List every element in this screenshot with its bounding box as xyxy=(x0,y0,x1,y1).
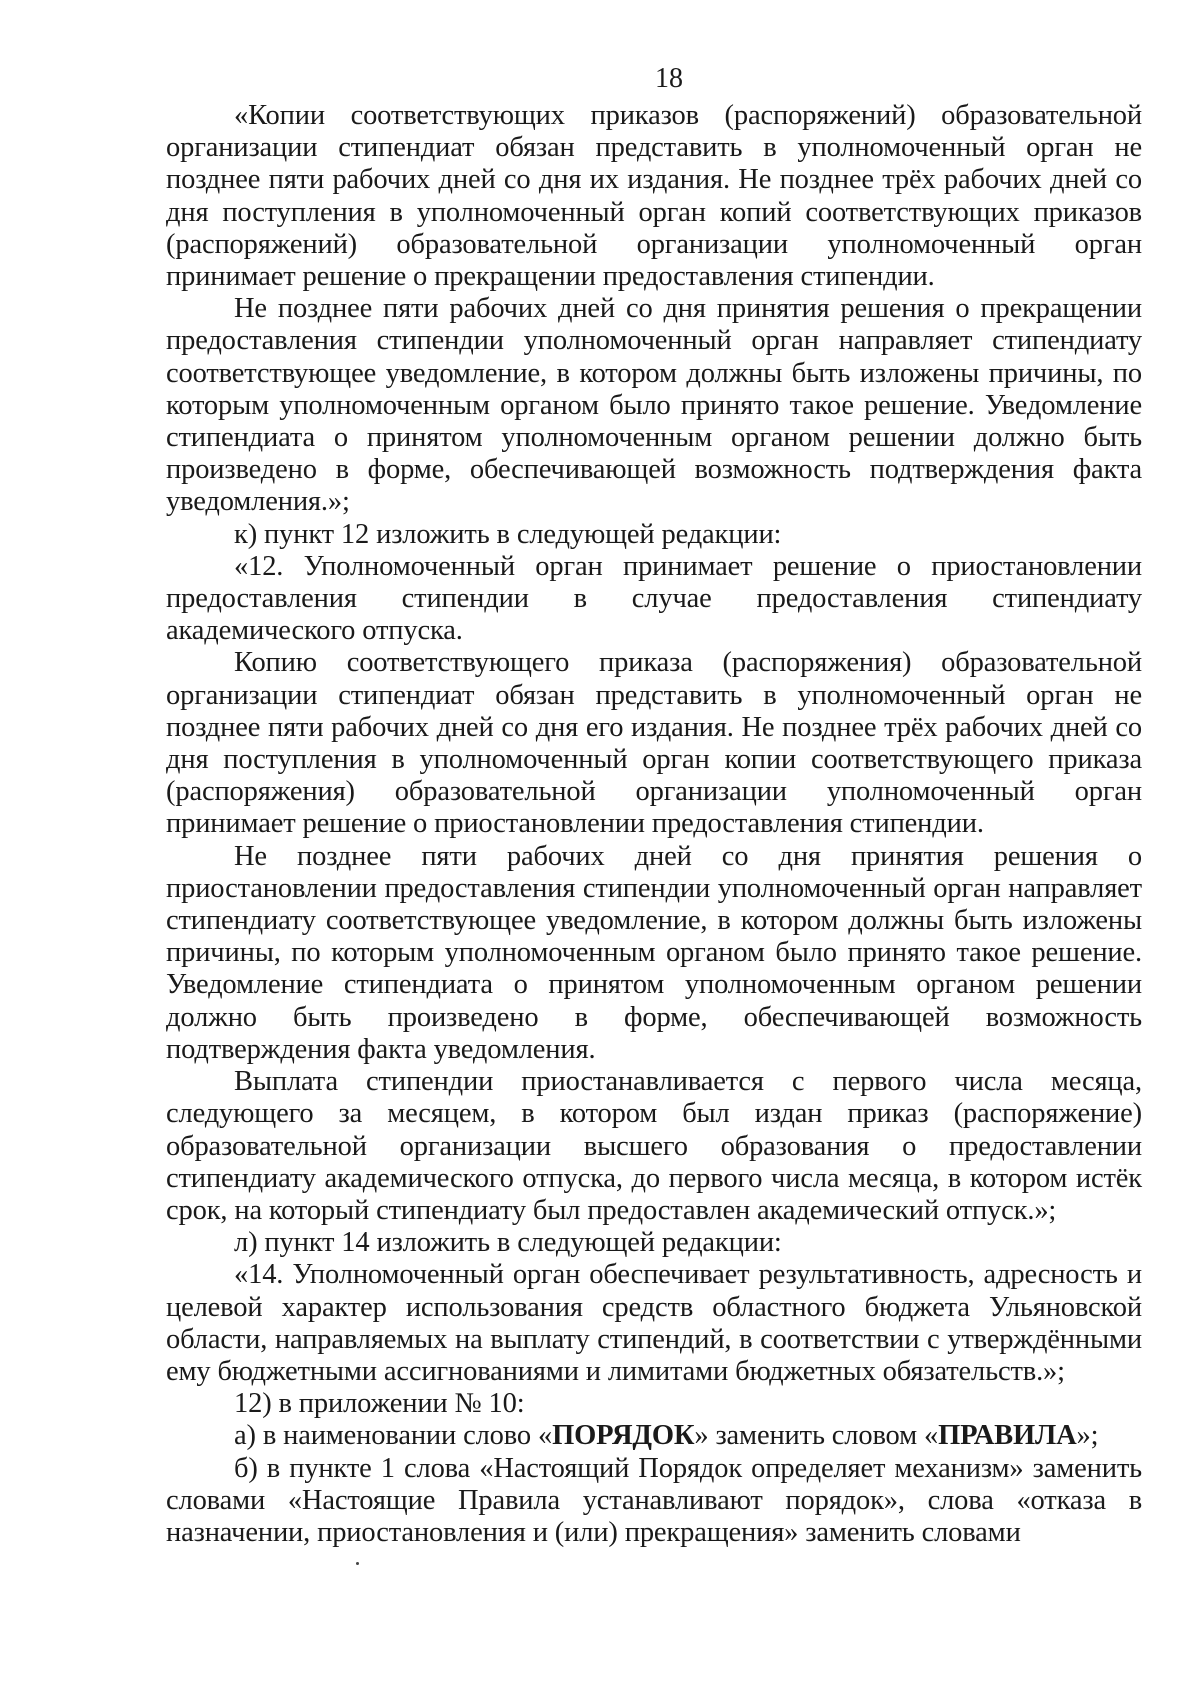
paragraph: Копию соответствующего приказа (распоряжения) образовательной организации стипендиат обязан представить в уполномоченный орган не позднее пяти рабочих дней со дня его издания. Не позднее трёх рабочих дней со дня поступления в уполномоченный орган копии соответствующего приказа (распоряжения) образовательной организации уполномоченный орган принимает решение о приостановлении предоставления стипендии. xyxy=(166,647,1142,840)
bold-word-pravila: ПРАВИЛА xyxy=(938,1420,1077,1452)
para-a-prefix: а) в наименовании слово « xyxy=(234,1420,553,1452)
paragraph: «Копии соответствующих приказов (распоряжений) образовательной организации стипендиат обязан представить в уполномоченный орган не позднее пяти рабочих дней со дня их издания. Не позднее трёх рабочих дней со дня поступления в уполномоченный орган копий соответствующих приказов (распоряжений) образовательной организации уполномоченный орган принимает решение о прекращении предоставления стипендии. xyxy=(166,100,1142,293)
paragraph: «12. Уполномоченный орган принимает решение о приостановлении предоставления стипендии в случае предоставления стипендиату академического отпуска. xyxy=(166,550,1142,647)
paragraph: л) пункт 14 изложить в следующей редакции: xyxy=(234,1227,782,1259)
document-body xyxy=(166,100,1142,1549)
paragraph: «14. Уполномоченный орган обеспечивает результативность, адресность и целевой характер использования средств областного бюджета Ульяновской области, направляемых на выплату стипендий, в соответствии с утверждёнными ему бюджетными ассигнованиями и лимитами бюджетных обязательств.»; xyxy=(166,1259,1142,1387)
paragraph-b: б) в пункте 1 слова «Настоящий Порядок определяет механизм» заменить словами «Настоящие Правила устанавливают порядок», слова «отказа в назначении, приостановления и (или) прекращения» заменить словами xyxy=(166,1452,1142,1548)
paragraph: к) пункт 12 изложить в следующей редакции: xyxy=(234,518,782,550)
paragraph: Не позднее пяти рабочих дней со дня принятия решения о приостановлении предоставления стипендии уполномоченный орган направляет стипендиату соответствующее уведомление, в котором должны быть изложены причины, по которым уполномоченным органом было принято такое решение. Уведомление стипендиата о принятом уполномоченным органом решении должно быть произведено в форме, обеспечивающей возможность подтверждения факта уведомления. xyxy=(166,840,1142,1065)
paragraph: Выплата стипендии приостанавливается с первого числа месяца, следующего за месяцем, в котором был издан приказ (распоряжение) образовательной организации высшего образования о предоставлении стипендиату академического отпуска, до первого числа месяца, в котором истёк срок, на который стипендиату был предоставлен академический отпуск.»; xyxy=(166,1066,1142,1226)
paragraph-a xyxy=(166,1420,1142,1452)
para-a-suffix: »; xyxy=(1076,1420,1099,1452)
para-a-middle: » заменить словом « xyxy=(694,1420,939,1452)
paragraph: Не позднее пяти рабочих дней со дня принятия решения о прекращении предоставления стипендии уполномоченный орган направляет стипендиату соответствующее уведомление, в котором должны быть изложены причины, по которым уполномоченным органом было принято такое решение. Уведомление стипендиата о принятом уполномоченным органом решении должно быть произведено в форме, обеспечивающей возможность подтверждения факта уведомления.»; xyxy=(166,293,1142,518)
bold-word-poryadok: ПОРЯДОК xyxy=(552,1420,695,1452)
page-number: 18 xyxy=(655,63,683,94)
scan-dot-mark xyxy=(356,1562,359,1565)
paragraph: 12) в приложении № 10: xyxy=(234,1388,525,1420)
